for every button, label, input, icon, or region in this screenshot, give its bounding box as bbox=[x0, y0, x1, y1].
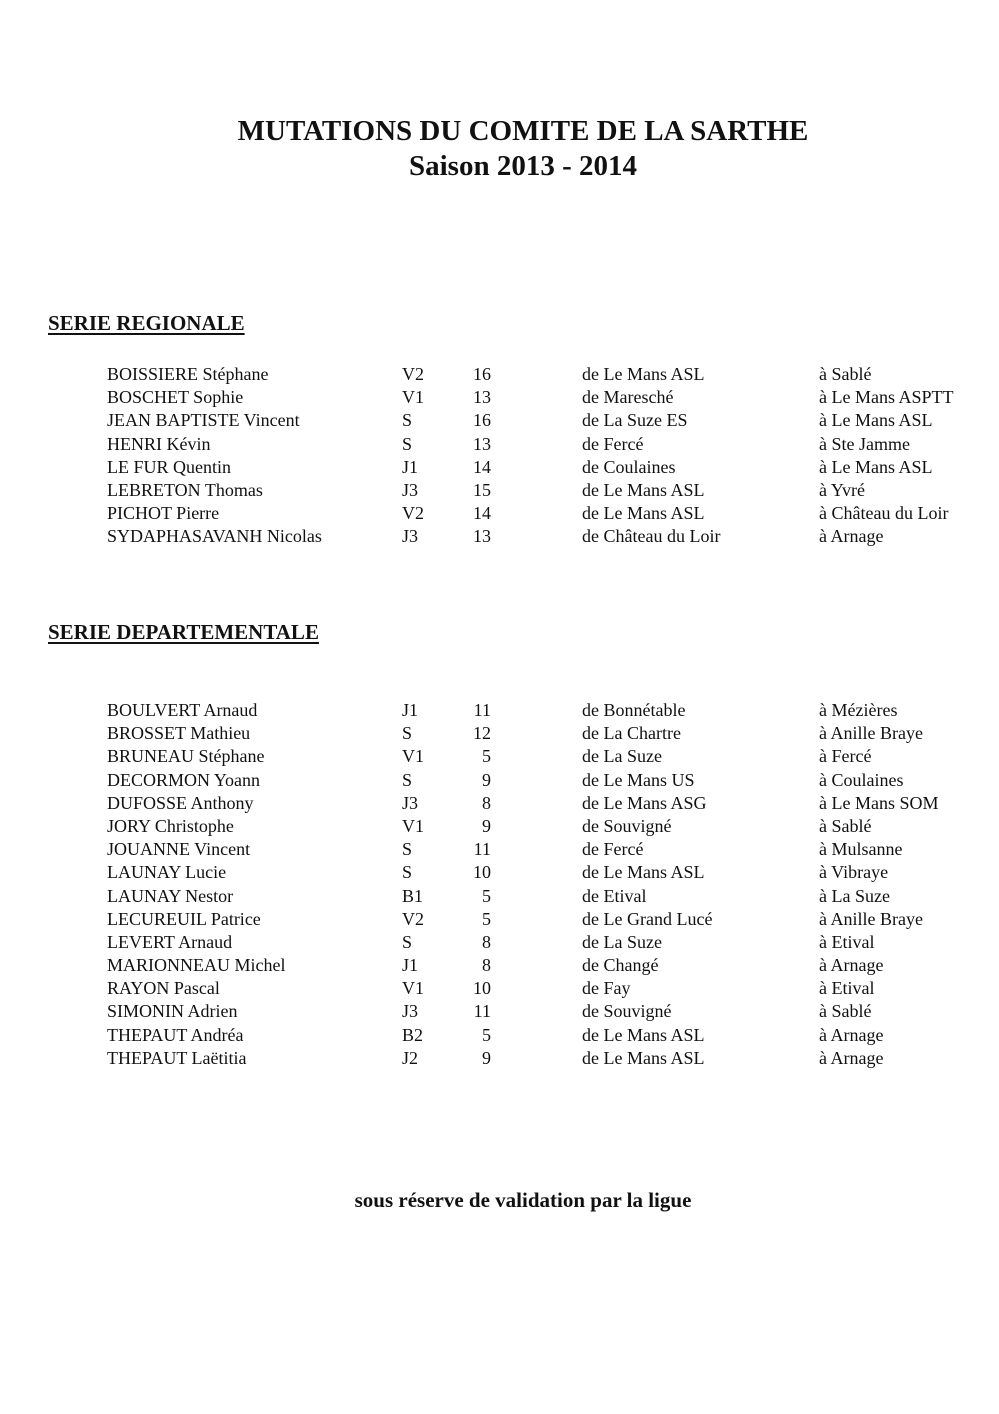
table-row bbox=[0, 525, 999, 548]
player-name: THEPAUT Andréa bbox=[107, 1024, 244, 1045]
player-category: B1 bbox=[402, 885, 424, 906]
player-number: 10 bbox=[473, 978, 491, 999]
origin-club: de La Suze ES bbox=[582, 410, 688, 431]
player-name: JORY Christophe bbox=[107, 815, 234, 836]
destination-club: à Sablé bbox=[819, 815, 872, 836]
player-name: LEVERT Arnaud bbox=[107, 931, 233, 952]
player-number: 16 bbox=[473, 410, 491, 431]
player-name: JOUANNE Vincent bbox=[107, 839, 251, 860]
destination-club: à Sablé bbox=[819, 1001, 872, 1022]
table-row bbox=[0, 479, 999, 502]
destination-club: à Vibraye bbox=[819, 862, 889, 883]
player-category: J3 bbox=[402, 479, 419, 500]
player-category: J3 bbox=[402, 526, 419, 547]
player-category: V1 bbox=[402, 978, 424, 999]
player-number: 9 bbox=[482, 769, 491, 790]
destination-club: à Mézières bbox=[819, 700, 898, 720]
player-number: 11 bbox=[473, 700, 491, 720]
player-number: 11 bbox=[473, 839, 491, 860]
player-category: S bbox=[402, 410, 413, 431]
origin-club: de Fercé bbox=[582, 839, 644, 860]
validation-note: sous réserve de validation par la ligue bbox=[354, 1188, 692, 1212]
table-row bbox=[0, 838, 999, 861]
player-category: J3 bbox=[402, 1001, 419, 1022]
table-row bbox=[0, 1024, 999, 1047]
player-number: 12 bbox=[473, 723, 491, 744]
table-row bbox=[0, 433, 999, 456]
player-name: BRUNEAU Stéphane bbox=[107, 746, 265, 767]
destination-club: à Ste Jamme bbox=[819, 433, 910, 454]
table-row bbox=[0, 931, 999, 954]
origin-club: de Le Mans ASL bbox=[582, 1024, 705, 1045]
player-category: V1 bbox=[402, 387, 424, 408]
player-category: S bbox=[402, 862, 413, 883]
destination-club: à Le Mans ASL bbox=[819, 410, 933, 431]
player-number: 5 bbox=[482, 1024, 491, 1045]
table-row bbox=[0, 456, 999, 479]
player-name: BOULVERT Arnaud bbox=[107, 700, 258, 720]
origin-club: de Coulaines bbox=[582, 456, 676, 477]
destination-club: à Mulsanne bbox=[819, 839, 903, 860]
player-number: 14 bbox=[473, 456, 491, 477]
player-number: 10 bbox=[473, 862, 491, 883]
player-name: LECUREUIL Patrice bbox=[107, 908, 261, 929]
player-name: JEAN BAPTISTE Vincent bbox=[107, 410, 300, 431]
origin-club: de Le Mans ASL bbox=[582, 479, 705, 500]
player-name: MARIONNEAU Michel bbox=[107, 955, 286, 976]
section-heading-regionale: SERIE REGIONALE bbox=[48, 311, 245, 335]
player-name: THEPAUT Laëtitia bbox=[107, 1047, 247, 1068]
origin-club: de La Chartre bbox=[582, 723, 681, 744]
destination-club: à Château du Loir bbox=[819, 503, 949, 524]
table-row bbox=[0, 699, 999, 722]
player-number: 9 bbox=[482, 815, 491, 836]
player-category: V1 bbox=[402, 815, 424, 836]
player-name: BOSCHET Sophie bbox=[107, 387, 244, 408]
player-number: 5 bbox=[482, 746, 491, 767]
destination-club: à Anille Braye bbox=[819, 723, 923, 744]
destination-club: à Le Mans ASPTT bbox=[819, 387, 954, 408]
player-name: LEBRETON Thomas bbox=[107, 479, 263, 500]
origin-club: de Le Mans ASG bbox=[582, 792, 707, 813]
player-number: 5 bbox=[482, 885, 491, 906]
player-category: S bbox=[402, 769, 413, 790]
origin-club: de Fercé bbox=[582, 433, 644, 454]
player-category: J3 bbox=[402, 792, 419, 813]
origin-club: de La Suze bbox=[582, 931, 662, 952]
table-row bbox=[0, 885, 999, 908]
player-category: S bbox=[402, 931, 413, 952]
player-category: S bbox=[402, 839, 413, 860]
player-category: S bbox=[402, 723, 413, 744]
player-number: 8 bbox=[482, 931, 491, 952]
player-name: LE FUR Quentin bbox=[107, 456, 231, 477]
player-category: V2 bbox=[402, 908, 424, 929]
player-name: BROSSET Mathieu bbox=[107, 723, 251, 744]
player-number: 13 bbox=[473, 526, 491, 547]
section-heading-departementale: SERIE DEPARTEMENTALE bbox=[48, 620, 319, 644]
transfer-list-departementale bbox=[0, 699, 999, 1070]
player-number: 16 bbox=[473, 364, 491, 384]
table-row bbox=[0, 792, 999, 815]
player-name: LAUNAY Nestor bbox=[107, 885, 234, 906]
destination-club: à Coulaines bbox=[819, 769, 904, 790]
player-category: B2 bbox=[402, 1024, 424, 1045]
destination-club: à Le Mans SOM bbox=[819, 792, 939, 813]
player-name: PICHOT Pierre bbox=[107, 503, 220, 524]
origin-club: de Le Mans ASL bbox=[582, 862, 705, 883]
player-number: 11 bbox=[473, 1001, 491, 1022]
player-category: V2 bbox=[402, 503, 424, 524]
origin-club: de La Suze bbox=[582, 746, 662, 767]
table-row bbox=[0, 1047, 999, 1070]
destination-club: à La Suze bbox=[819, 885, 890, 906]
destination-club: à Anille Braye bbox=[819, 908, 923, 929]
transfer-list-regionale bbox=[0, 363, 999, 549]
destination-club: à Arnage bbox=[819, 1047, 884, 1068]
destination-club: à Le Mans ASL bbox=[819, 456, 933, 477]
origin-club: de Le Mans ASL bbox=[582, 364, 705, 384]
player-name: RAYON Pascal bbox=[107, 978, 220, 999]
table-row bbox=[0, 769, 999, 792]
table-row bbox=[0, 954, 999, 977]
destination-club: à Arnage bbox=[819, 1024, 884, 1045]
page-subtitle: Saison 2013 - 2014 bbox=[408, 150, 637, 182]
player-name: DUFOSSE Anthony bbox=[107, 792, 254, 813]
origin-club: de Le Mans US bbox=[582, 769, 695, 790]
table-row bbox=[0, 977, 999, 1000]
destination-club: à Arnage bbox=[819, 955, 884, 976]
destination-club: à Etival bbox=[819, 978, 875, 999]
player-category: S bbox=[402, 433, 413, 454]
table-row bbox=[0, 363, 999, 386]
player-name: HENRI Kévin bbox=[107, 433, 211, 454]
origin-club: de Le Mans ASL bbox=[582, 503, 705, 524]
origin-club: de Le Grand Lucé bbox=[582, 908, 713, 929]
player-category: J1 bbox=[402, 456, 419, 477]
player-name: DECORMON Yoann bbox=[107, 769, 261, 790]
player-name: LAUNAY Lucie bbox=[107, 862, 227, 883]
origin-club: de Souvigné bbox=[582, 1001, 672, 1022]
table-row bbox=[0, 722, 999, 745]
origin-club: de Changé bbox=[582, 955, 659, 976]
player-number: 15 bbox=[473, 479, 491, 500]
origin-club: de Le Mans ASL bbox=[582, 1047, 705, 1068]
table-row bbox=[0, 1000, 999, 1023]
origin-club: de Bonnétable bbox=[582, 700, 686, 720]
player-number: 8 bbox=[482, 792, 491, 813]
page-title: MUTATIONS DU COMITE DE LA SARTHE bbox=[237, 115, 809, 147]
table-row bbox=[0, 861, 999, 884]
table-row bbox=[0, 386, 999, 409]
player-name: BOISSIERE Stéphane bbox=[107, 364, 269, 384]
origin-club: de Château du Loir bbox=[582, 526, 721, 547]
table-row bbox=[0, 502, 999, 525]
player-number: 8 bbox=[482, 955, 491, 976]
destination-club: à Arnage bbox=[819, 526, 884, 547]
destination-club: à Yvré bbox=[819, 479, 866, 500]
player-category: V1 bbox=[402, 746, 424, 767]
player-category: J1 bbox=[402, 700, 419, 720]
table-row bbox=[0, 815, 999, 838]
origin-club: de Fay bbox=[582, 978, 631, 999]
player-number: 14 bbox=[473, 503, 491, 524]
destination-club: à Etival bbox=[819, 931, 875, 952]
origin-club: de Etival bbox=[582, 885, 647, 906]
player-category: V2 bbox=[402, 364, 424, 384]
player-name: SIMONIN Adrien bbox=[107, 1001, 238, 1022]
player-number: 9 bbox=[482, 1047, 491, 1068]
player-number: 13 bbox=[473, 387, 491, 408]
player-number: 5 bbox=[482, 908, 491, 929]
destination-club: à Fercé bbox=[819, 746, 872, 767]
origin-club: de Souvigné bbox=[582, 815, 672, 836]
player-category: J2 bbox=[402, 1047, 419, 1068]
table-row bbox=[0, 745, 999, 768]
table-row bbox=[0, 409, 999, 432]
player-name: SYDAPHASAVANH Nicolas bbox=[107, 526, 322, 547]
player-category: J1 bbox=[402, 955, 419, 976]
origin-club: de Maresché bbox=[582, 387, 674, 408]
destination-club: à Sablé bbox=[819, 364, 872, 384]
table-row bbox=[0, 908, 999, 931]
player-number: 13 bbox=[473, 433, 491, 454]
